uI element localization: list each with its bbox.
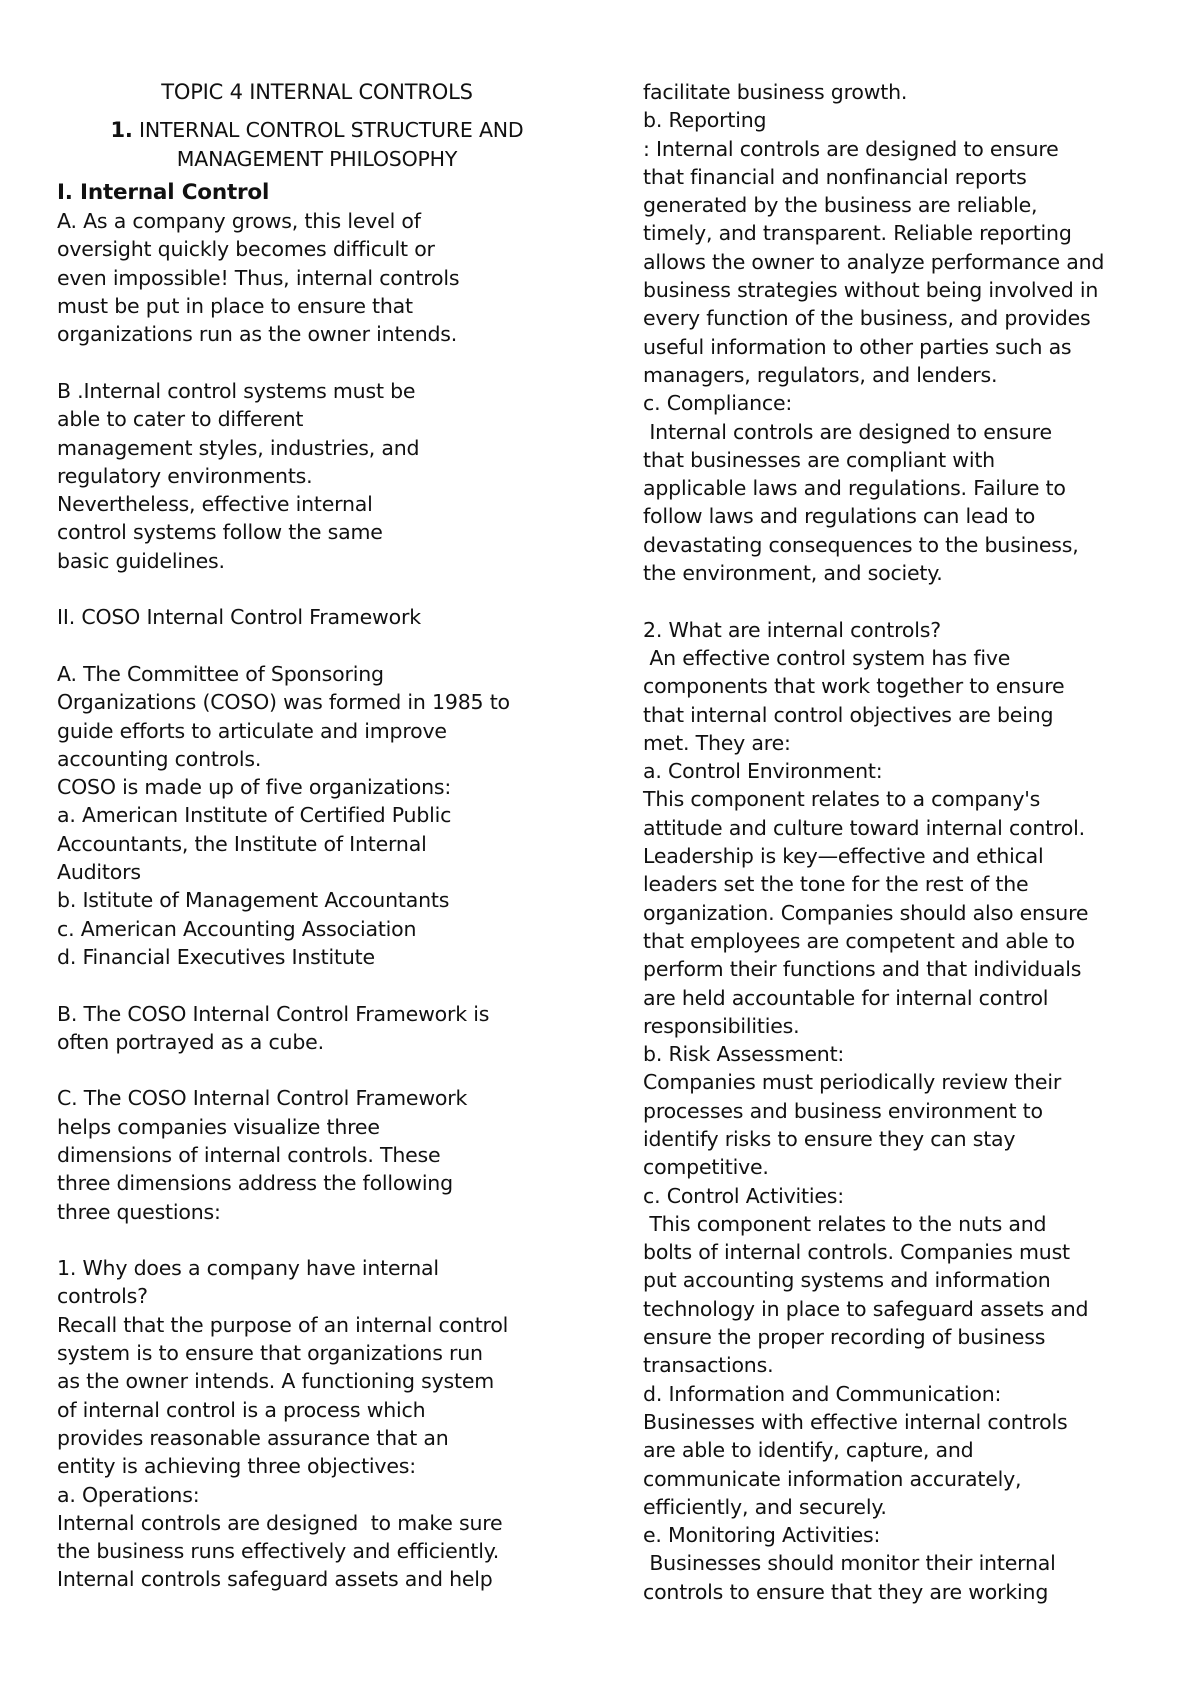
text-line: attitude and culture toward internal control. (643, 815, 1085, 840)
text-line: even impossible! Thus, internal controls (57, 265, 460, 290)
text-line: Auditors (57, 860, 141, 885)
text-line: organizations run as the owner intends. (57, 322, 458, 347)
text-line: efficiently, and securely. (643, 1494, 887, 1519)
text-line: bolts of internal controls. Companies must (643, 1240, 1070, 1265)
text-line: : Internal controls are designed to ensure (643, 136, 1059, 161)
text-line: able to cater to different (57, 407, 304, 432)
text-line: regulatory environments. (57, 463, 313, 488)
text-line (643, 587, 1173, 615)
text-line: COSO is made up of five organizations: (57, 775, 452, 800)
text-line: that financial and nonfinancial reports (643, 164, 1027, 189)
text-line: devastating consequences to the business, (643, 532, 1079, 557)
text-line: control systems follow the same (57, 520, 383, 545)
text-line (57, 632, 577, 660)
text-line: II. COSO Internal Control Framework (57, 605, 421, 630)
text-line: three questions: (57, 1199, 221, 1224)
text-line: are held accountable for internal control (643, 985, 1049, 1010)
text-line: a. Control Environment: (643, 759, 883, 784)
text-line: provides reasonable assurance that an (57, 1425, 449, 1450)
subtitle-line-2: MANAGEMENT PHILOSOPHY (176, 146, 458, 171)
subtitle-line-1: INTERNAL CONTROL STRUCTURE AND (139, 118, 524, 143)
text-line: put accounting systems and information (643, 1268, 1051, 1293)
text-line: components that work together to ensure (643, 674, 1065, 699)
text-line: Internal controls are designed to ensure (643, 419, 1052, 444)
text-line (57, 1226, 577, 1254)
text-line: b. Reporting (643, 108, 767, 133)
text-line: e. Monitoring Activities: (643, 1523, 881, 1548)
text-line: of internal control is a process which (57, 1397, 426, 1422)
text-line (57, 1056, 577, 1084)
text-line: useful information to other parties such as (643, 334, 1072, 359)
text-line: helps companies visualize three (57, 1114, 380, 1139)
text-line: d. Financial Executives Institute (57, 944, 375, 969)
text-line: technology in place to safeguard assets and (643, 1296, 1089, 1321)
text-line: that internal control objectives are being (643, 702, 1054, 727)
text-line: are able to identify, capture, and (643, 1438, 974, 1463)
text-line: dimensions of internal controls. These (57, 1142, 441, 1167)
text-line: follow laws and regulations can lead to (643, 504, 1036, 529)
text-line: met. They are: (643, 730, 791, 755)
text-line: Internal controls safeguard assets and help (57, 1567, 493, 1592)
text-line: communicate information accurately, (643, 1466, 1022, 1491)
text-line: b. Risk Assessment: (643, 1042, 845, 1067)
text-line: Leadership is key—effective and ethical (643, 844, 1044, 869)
text-line: An effective control system has five (643, 645, 1011, 670)
text-line: organization. Companies should also ensure (643, 900, 1089, 925)
text-line: management styles, industries, and (57, 435, 420, 460)
text-line: B. The COSO Internal Control Framework is (57, 1001, 490, 1026)
text-line: responsibilities. (643, 1013, 800, 1038)
text-line: allows the owner to analyze performance and (643, 249, 1105, 274)
text-line: c. Control Activities: (643, 1183, 844, 1208)
text-line: controls to ensure that they are working (643, 1579, 1049, 1604)
right-column-body (643, 78, 1173, 1606)
text-line: three dimensions address the following (57, 1171, 453, 1196)
text-line: leaders set the tone for the rest of the (643, 872, 1029, 897)
text-line: identify risks to ensure they can stay (643, 1126, 1016, 1151)
subtitle-number: 1. (110, 118, 133, 143)
text-line (57, 349, 577, 377)
left-column (57, 78, 577, 1594)
right-column (643, 78, 1173, 1606)
text-line: the environment, and society. (643, 561, 943, 586)
text-line: Nevertheless, effective internal (57, 492, 373, 517)
text-line: that businesses are compliant with (643, 447, 995, 472)
text-line: This component relates to a company's (643, 787, 1041, 812)
text-line: perform their functions and that individuals (643, 957, 1082, 982)
text-line: 1. Why does a company have internal (57, 1256, 439, 1281)
text-line: generated by the business are reliable, (643, 193, 1038, 218)
text-line: as the owner intends. A functioning system (57, 1369, 495, 1394)
text-line: Businesses with effective internal controls (643, 1409, 1068, 1434)
text-line: b. Istitute of Management Accountants (57, 888, 450, 913)
text-line: applicable laws and regulations. Failure to (643, 476, 1066, 501)
text-line: system is to ensure that organizations run (57, 1341, 483, 1366)
text-line: Internal controls are designed to make sure (57, 1510, 503, 1535)
text-line: facilitate business growth. (643, 80, 908, 104)
text-line: transactions. (643, 1353, 774, 1378)
text-line: must be put in place to ensure that (57, 294, 413, 319)
text-line: B .Internal control systems must be (57, 378, 416, 403)
text-line: A. The Committee of Sponsoring (57, 661, 384, 686)
text-line: that employees are competent and able to (643, 928, 1075, 953)
text-line: C. The COSO Internal Control Framework (57, 1086, 468, 1111)
text-line: This component relates to the nuts and (643, 1211, 1047, 1236)
text-line: Organizations (COSO) was formed in 1985 to (57, 690, 510, 715)
text-line: ensure the proper recording of business (643, 1325, 1046, 1350)
text-line: basic guidelines. (57, 548, 225, 573)
text-line: every function of the business, and provides (643, 306, 1091, 331)
text-line: d. Information and Communication: (643, 1381, 1002, 1406)
text-line: processes and business environment to (643, 1098, 1043, 1123)
text-line: Recall that the purpose of an internal control (57, 1312, 509, 1337)
text-line: timely, and transparent. Reliable reporting (643, 221, 1072, 246)
text-line: often portrayed as a cube. (57, 1029, 324, 1054)
text-line: entity is achieving three objectives: (57, 1454, 416, 1479)
text-line: Companies must periodically review their (643, 1070, 1062, 1095)
text-line (57, 971, 577, 999)
text-line: a. Operations: (57, 1482, 200, 1507)
text-line: a. American Institute of Certified Public (57, 803, 452, 828)
text-line: guide efforts to articulate and improve (57, 718, 447, 743)
text-line: the business runs effectively and efficiently. (57, 1539, 500, 1564)
text-line: controls? (57, 1284, 148, 1309)
text-line: managers, regulators, and lenders. (643, 362, 998, 387)
text-line: 2. What are internal controls? (643, 617, 941, 642)
text-line: oversight quickly becomes difficult or (57, 237, 435, 262)
section-heading-internal-control: I. Internal Control (57, 179, 270, 205)
document-title: TOPIC 4 INTERNAL CONTROLS (161, 80, 473, 104)
text-line: competitive. (643, 1155, 769, 1180)
text-line: c. Compliance: (643, 391, 793, 416)
text-line: Businesses should monitor their internal (643, 1551, 1056, 1576)
text-line: business strategies without being involved in (643, 278, 1099, 303)
text-line: accounting controls. (57, 746, 262, 771)
left-column-body (57, 207, 577, 1594)
text-line: c. American Accounting Association (57, 916, 417, 941)
subtitle (57, 116, 577, 144)
text-line: A. As a company grows, this level of (57, 209, 421, 234)
text-line (57, 575, 577, 603)
text-line: Accountants, the Institute of Internal (57, 831, 427, 856)
